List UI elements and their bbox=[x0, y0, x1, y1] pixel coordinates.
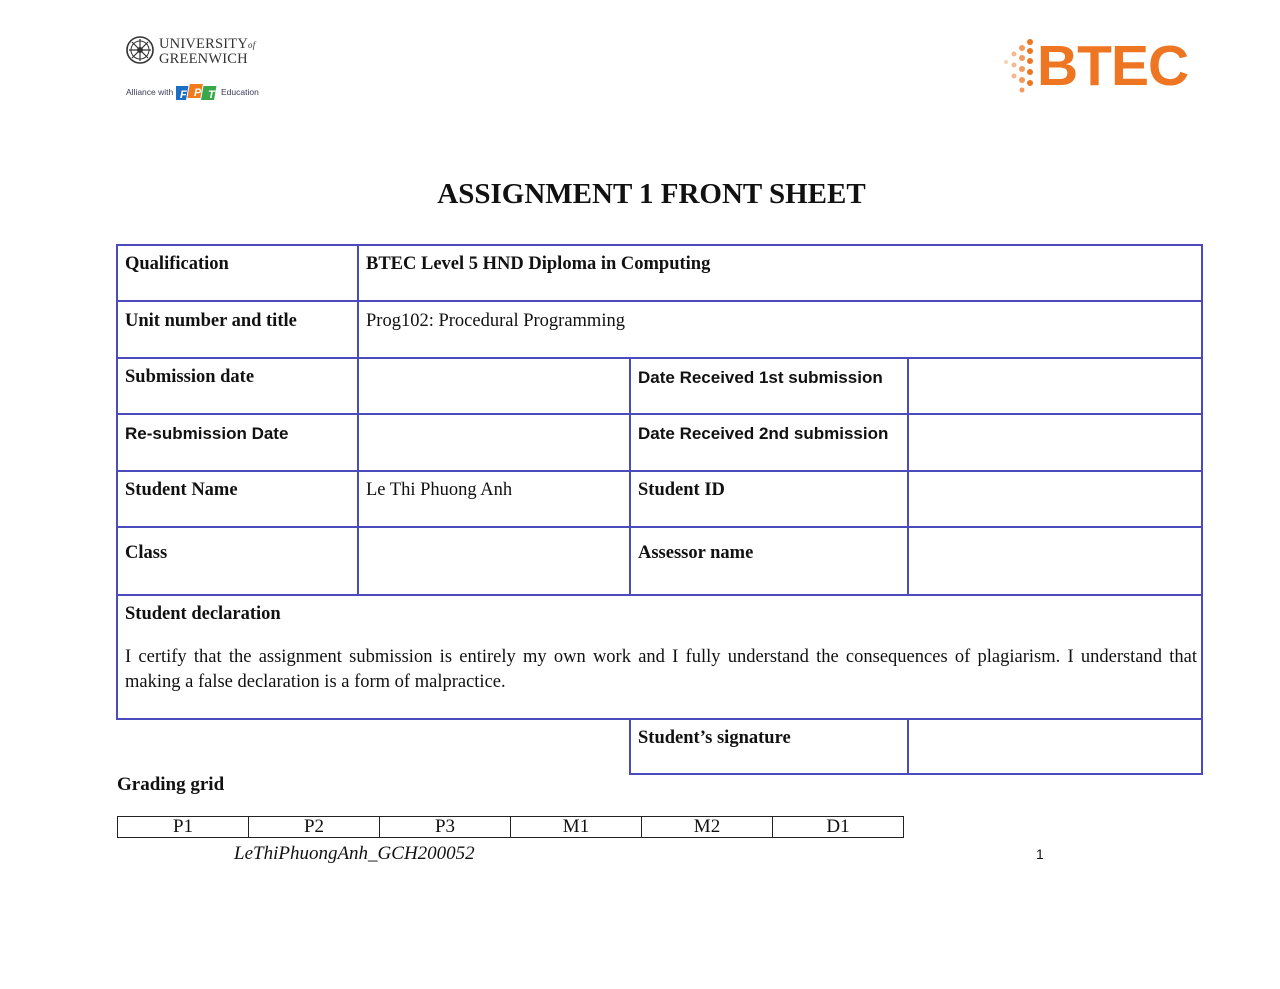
grade-criterion: P3 bbox=[380, 817, 511, 838]
grade-criterion: P1 bbox=[118, 817, 249, 838]
grade-criterion: P2 bbox=[249, 817, 380, 838]
declaration-text: I certify that the assignment submission is entirely my own work and I fully understand the consequences of plagiarism. I understand that making a false declaration is a form of malpractice. bbox=[125, 647, 1197, 692]
grade-criterion: M2 bbox=[642, 817, 773, 838]
class-label: Class bbox=[125, 543, 168, 563]
fpt-letter-t: T bbox=[208, 89, 215, 101]
grade-criterion: M1 bbox=[511, 817, 642, 838]
grade-criterion: D1 bbox=[773, 817, 904, 838]
student-name-value[interactable]: Le Thi Phuong Anh bbox=[366, 480, 513, 500]
date-received-1-label: Date Received 1st submission bbox=[638, 368, 883, 387]
unit-value: Prog102: Procedural Programming bbox=[366, 311, 625, 331]
qualification-label: Qualification bbox=[125, 254, 229, 274]
declaration-heading: Student declaration bbox=[125, 604, 281, 624]
grading-grid-table bbox=[117, 816, 904, 838]
fpt-letter-p: P bbox=[194, 87, 202, 99]
btec-dots-icon bbox=[1000, 38, 1040, 96]
grading-grid-title: Grading grid bbox=[117, 774, 225, 795]
date-received-2-label: Date Received 2nd submission bbox=[638, 424, 889, 443]
unit-label: Unit number and title bbox=[125, 311, 297, 331]
university-name: UNIVERSITYof GREENWICH bbox=[159, 36, 256, 67]
footer-author: LeThiPhuongAnh_GCH200052 bbox=[234, 843, 475, 864]
resubmission-date-label: Re-submission Date bbox=[125, 424, 289, 443]
submission-date-label: Submission date bbox=[125, 367, 255, 387]
alliance-line: Alliance with F P T Education bbox=[126, 83, 266, 105]
university-logo bbox=[126, 36, 266, 100]
fpt-letter-f: F bbox=[180, 89, 187, 101]
student-name-label: Student Name bbox=[125, 480, 238, 500]
university-crest-icon bbox=[126, 36, 154, 64]
btec-wordmark: BTEC bbox=[1037, 34, 1189, 98]
page-title: ASSIGNMENT 1 FRONT SHEET bbox=[437, 178, 866, 210]
page-number: 1 bbox=[1036, 846, 1044, 862]
signature-label: Student’s signature bbox=[638, 728, 791, 748]
qualification-value: BTEC Level 5 HND Diploma in Computing bbox=[366, 254, 711, 274]
fpt-logo bbox=[176, 83, 220, 101]
btec-logo bbox=[1000, 34, 1196, 98]
student-id-label: Student ID bbox=[638, 480, 725, 500]
assessor-label: Assessor name bbox=[638, 543, 754, 563]
